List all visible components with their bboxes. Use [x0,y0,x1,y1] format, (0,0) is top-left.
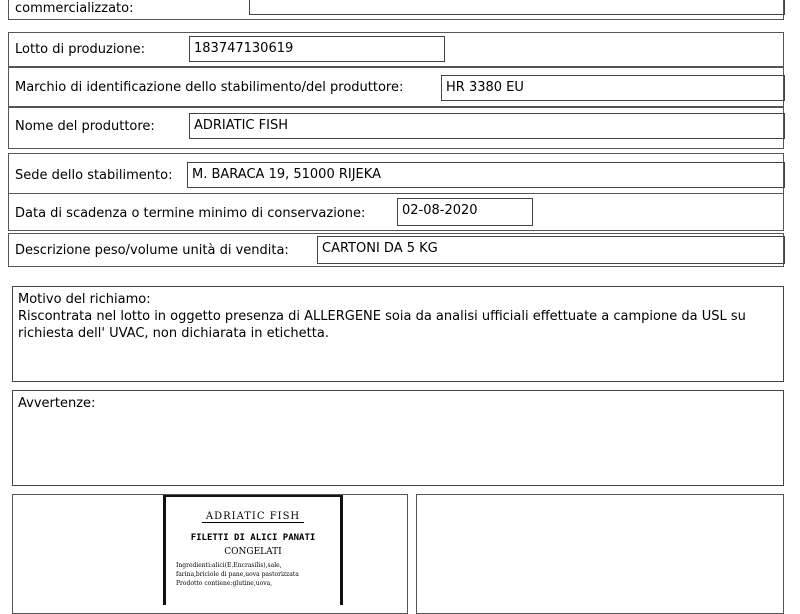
product-subtitle: CONGELATI [224,547,282,557]
peso-section [8,233,784,267]
top-section [8,0,784,20]
product-image-panel-2 [416,494,784,614]
scadenza-label: Data di scadenza o termine minimo di conservazione: [15,206,366,221]
ingredients-line-3: Prodotto contiene:glutine,uova, [176,580,273,587]
peso-field: CARTONI DA 5 KG [317,236,785,264]
nome-section [8,107,784,149]
lotto-label: Lotto di produzione: [15,42,146,57]
avvertenze-label: Avvertenze: [18,396,96,411]
sede-label: Sede dello stabilimento: [15,168,173,183]
marchio-label: Marchio di identificazione dello stabilimento/del produttore: [15,80,404,95]
marchio-field: HR 3380 EU [441,75,785,101]
product-title: FILETTI DI ALICI PANATI [190,533,316,543]
marchio-section [8,67,784,107]
lotto-field: 183747130619 [189,36,445,62]
commercializzato-label: commercializzato: [15,1,134,16]
motivo-label: Motivo del richiamo: [18,292,151,307]
ingredients-line-1: Ingredienti:alici(E.Encrasilis),sale, [176,562,282,569]
lotto-section [8,32,784,67]
product-package-image [163,495,343,605]
product-image-panel [12,494,408,614]
scadenza-field: 02-08-2020 [397,198,533,226]
nome-label: Nome del produttore: [15,119,155,134]
avvertenze-section [12,390,784,486]
ingredients-line-2: farina,briciole di pane,uova pastorizzata [176,571,299,578]
brand-logo: ADRIATIC FISH [202,511,304,523]
nome-field: ADRIATIC FISH [189,113,785,139]
commercializzato-field [249,0,785,15]
scadenza-section [8,193,784,231]
motivo-text: Riscontrata nel lotto in oggetto presenza di ALLERGENE soia da analisi ufficiali effettuate a campione da USL su richiesta dell' UVAC, non dichiarata in etichetta. [18,309,746,341]
peso-label: Descrizione peso/volume unità di vendita: [15,243,289,258]
sede-field: M. BARACA 19, 51000 RIJEKA [187,162,785,188]
motivo-section [12,286,784,382]
sede-section [8,153,784,195]
